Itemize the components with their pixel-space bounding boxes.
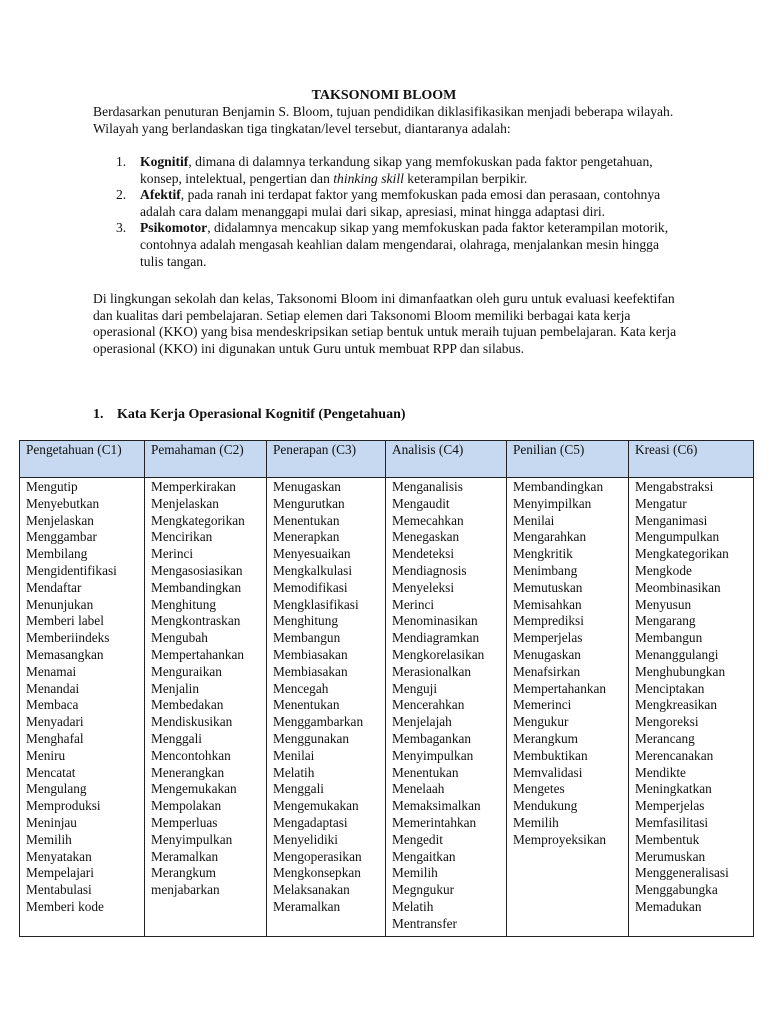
list-item-kognitif <box>93 154 683 187</box>
verb-item: Menilai <box>513 512 555 528</box>
verb-item: Mengarang <box>635 613 696 629</box>
verb-item: Mencontohkan <box>151 747 231 763</box>
intro-paragraph: Berdasarkan penuturan Benjamin S. Bloom, tujuan pendidikan diklasifikasikan menjadi beberapa wilayah. Wilayah yang berlandaskan tiga tingkatan/level tersebut, diantaranya adalah: <box>93 104 674 136</box>
verb-item: Mempertahankan <box>513 680 607 696</box>
verb-item: Memperkirakan <box>151 479 236 494</box>
verb-item: Mengutip <box>26 479 78 494</box>
verb-item: Memproyeksikan <box>513 831 607 847</box>
verb-item: Meninjau <box>26 814 77 830</box>
verb-item: Merinci <box>392 596 435 612</box>
verb-item: Menanggulangi <box>635 646 719 662</box>
verb-item: Megngukur <box>392 882 455 898</box>
column-c3 <box>267 478 386 937</box>
column-c1 <box>20 478 145 937</box>
verb-item: Memerinci <box>513 697 572 713</box>
verb-item: Memperjelas <box>513 630 583 646</box>
verb-item: Memberiindeks <box>26 630 110 646</box>
verb-item: Membedakan <box>151 697 224 713</box>
verb-item: Membuktikan <box>513 747 588 763</box>
verb-item: Mengasosiasikan <box>151 562 243 578</box>
verb-list-c1 <box>26 479 140 916</box>
verb-item: Memperluas <box>151 814 218 830</box>
section-title: Kata Kerja Operasional Kognitif (Pengetahuan) <box>117 407 406 422</box>
verb-item: Memodifikasi <box>273 579 348 595</box>
header-pemahaman: Pemahaman (C2) <box>145 441 267 478</box>
verb-item: Mengkritik <box>513 546 573 562</box>
header-analisis: Analisis (C4) <box>386 441 507 478</box>
list-number: 1. <box>116 154 127 169</box>
column-c2 <box>145 478 267 937</box>
verb-item: Mengoreksi <box>635 714 699 730</box>
verb-item: Membentuk <box>635 831 700 847</box>
verb-item: Mendiagramkan <box>392 630 480 646</box>
verb-item: Memvalidasi <box>513 764 583 780</box>
table-row <box>20 478 754 937</box>
verb-item: Menganalisis <box>392 479 463 494</box>
verb-item: Mengklasifikasi <box>273 596 359 612</box>
verb-item: Menguraikan <box>151 663 222 679</box>
verb-item: Menentukan <box>273 697 340 713</box>
verb-item: Mengkode <box>635 562 692 578</box>
verb-item: Menggali <box>273 781 324 797</box>
verb-item: Mengidentifikasi <box>26 562 117 578</box>
verb-item: Menggambarkan <box>273 714 364 730</box>
verb-item: Mencatat <box>26 764 76 780</box>
list-text: keterampilan berpikir. <box>403 170 528 186</box>
verb-item: Merumuskan <box>635 848 706 864</box>
verb-item: Membiasakan <box>273 646 348 662</box>
verb-list-c6 <box>635 479 749 916</box>
list-text: , dimana di dalamnya terkandung sikap yang memfokuskan pada faktor pengetahuan, konsep, intelektual, pengertian dan <box>140 154 653 186</box>
list-item-afektif <box>93 187 683 220</box>
verb-item: Mentabulasi <box>26 882 92 898</box>
verb-item: Menugaskan <box>513 646 581 662</box>
column-c4 <box>386 478 507 937</box>
verb-item: Merencanakan <box>635 747 714 763</box>
verb-item: Menyelidiki <box>273 831 338 847</box>
verb-item: Menugaskan <box>273 479 341 494</box>
verb-item: Mempolakan <box>151 798 222 814</box>
verb-item: Memasangkan <box>26 646 104 662</box>
verb-item: Mengaudit <box>392 495 450 511</box>
verb-item: Membandingkan <box>151 579 242 595</box>
section-number: 1. <box>93 407 104 422</box>
verb-item: Memilih <box>513 814 559 830</box>
verb-item: Mengadaptasi <box>273 814 348 830</box>
verb-item: Menamai <box>26 663 77 679</box>
verb-item: Merasionalkan <box>392 663 472 679</box>
verb-item: Membangun <box>635 630 703 646</box>
verb-item: Melatih <box>273 764 315 780</box>
verb-item: Menafsirkan <box>513 663 581 679</box>
list-number: 3. <box>116 220 127 236</box>
verb-item: Mengkonsepkan <box>273 865 361 881</box>
verb-item: Menerapkan <box>273 529 340 545</box>
verb-item: Menimbang <box>513 562 578 578</box>
verb-item: Mempertahankan <box>151 646 245 662</box>
verb-item: Menandai <box>26 680 80 696</box>
verb-item: Menciptakan <box>635 680 705 696</box>
verb-item: Mengumpulkan <box>635 529 720 545</box>
verb-item: Menentukan <box>392 764 459 780</box>
verb-item: Menjalin <box>151 680 200 696</box>
list-text: , didalamnya mencakup sikap yang memfokuskan pada faktor keterampilan motorik, contohnya adalah mengasah keahlian dalam mengendarai, olahraga, menjalankan mesin hingga tulis tangan. <box>140 220 669 269</box>
verb-item: Mengkalkulasi <box>273 562 353 578</box>
verb-item: Meramalkan <box>151 848 219 864</box>
verb-item: Menerangkan <box>151 764 225 780</box>
verb-item: Membangun <box>273 630 341 646</box>
document-title: TAKSONOMI BLOOM <box>311 88 457 103</box>
verb-item: Membaca <box>26 697 79 713</box>
verb-item: Mencegah <box>273 680 329 696</box>
verb-item: Memprediksi <box>513 613 584 629</box>
verb-item: Mengukur <box>513 714 569 730</box>
header-kreasi: Kreasi (C6) <box>629 441 754 478</box>
verb-item: Mendeteksi <box>392 546 455 562</box>
section-heading <box>93 406 406 423</box>
verb-item: Merangkum <box>151 865 216 881</box>
column-c5 <box>507 478 629 937</box>
verb-item: Melaksanakan <box>273 882 350 898</box>
verb-item: Menganimasi <box>635 512 708 528</box>
verb-item: Menghitung <box>151 596 217 612</box>
verb-item: Merinci <box>151 546 194 562</box>
verb-list-c3 <box>273 479 381 916</box>
verb-list-c5 <box>513 479 624 849</box>
verb-item: Menggambar <box>26 529 97 545</box>
verb-item: Mendaftar <box>26 579 82 595</box>
verb-item: Mengaitkan <box>392 848 456 864</box>
verb-item: Mengarahkan <box>513 529 587 545</box>
verb-item: Mengurutkan <box>273 495 345 511</box>
second-paragraph: Di lingkungan sekolah dan kelas, Taksonomi Bloom ini dimanfaatkan oleh guru untuk evaluasi keefektifan dan kualitas dari pembelajaran. Setiap elemen dari Taksonomi Bloom memiliki berbagai kata kerja operasional (KKO) yang bisa mendeskripsikan setiap bentuk untuk meraih tujuan pembelajaran. Kata kerja operasional (KKO) ini digunakan untuk Guru untuk membuat RPP dan silabus. <box>93 291 677 356</box>
list-term: Kognitif <box>140 154 189 169</box>
column-c6 <box>629 478 754 937</box>
verb-item: Menyebutkan <box>26 495 100 511</box>
verb-item: Mencerahkan <box>392 697 465 713</box>
verb-item: Memutuskan <box>513 579 583 595</box>
verb-item: Menghafal <box>26 730 84 746</box>
verb-item: Merancang <box>635 730 695 746</box>
kko-table <box>19 440 754 937</box>
verb-item: Mengubah <box>151 630 208 646</box>
verb-item: Menegaskan <box>392 529 460 545</box>
verb-item: Mengulang <box>26 781 87 797</box>
verb-item: Meniru <box>26 747 66 763</box>
verb-item: Meramalkan <box>273 898 341 914</box>
verb-item: Menggunakan <box>273 730 350 746</box>
verb-item: Memfasilitasi <box>635 814 709 830</box>
verb-item: Memaksimalkan <box>392 798 481 814</box>
verb-item: Mengkreasikan <box>635 697 717 713</box>
verb-item: Menyimpilkan <box>513 495 592 511</box>
verb-item: Memberi kode <box>26 898 104 914</box>
verb-item: Memberi label <box>26 613 104 629</box>
verb-item: Meombinasikan <box>635 579 721 595</box>
verb-item: Menelaah <box>392 781 445 797</box>
verb-item: Menghitung <box>273 613 339 629</box>
verb-item: Menentukan <box>273 512 340 528</box>
verb-item: Membagankan <box>392 730 472 746</box>
verb-item: Mengetes <box>513 781 565 797</box>
verb-item: Memecahkan <box>392 512 464 528</box>
verb-item: Melatih <box>392 898 434 914</box>
verb-item: Menyatakan <box>26 848 92 864</box>
verb-item: Mengatur <box>635 495 687 511</box>
verb-item: Menjelajah <box>392 714 452 730</box>
verb-item: Menominasikan <box>392 613 478 629</box>
verb-item: Mendukung <box>513 798 578 814</box>
verb-item: Menjelaskan <box>26 512 94 528</box>
verb-item: Mengemukakan <box>151 781 237 797</box>
list-text: , pada ranah ini terdapat faktor yang memfokuskan pada emosi dan perasaan, contohnya adalah cara dalam menanggapi mulai dari sikap, apresiasi, minat hingga adaptasi diri. <box>140 187 661 219</box>
verb-item: Mengkontraskan <box>151 613 241 629</box>
verb-item: Menggali <box>151 730 202 746</box>
verb-item: Meningkatkan <box>635 781 712 797</box>
verb-item: Menunjukan <box>26 596 94 612</box>
verb-item: Memperjelas <box>635 798 705 814</box>
verb-item: Menyesuaikan <box>273 546 351 562</box>
verb-item: Mengkategorikan <box>151 512 245 528</box>
verb-item: Mengkorelasikan <box>392 646 485 662</box>
verb-list-c4 <box>392 479 502 933</box>
header-penerapan: Penerapan (C3) <box>267 441 386 478</box>
verb-item: Mengemukakan <box>273 798 359 814</box>
verb-item: Memadukan <box>635 898 702 914</box>
verb-item: Menilai <box>273 747 315 763</box>
header-penilian: Penilian (C5) <box>507 441 629 478</box>
verb-item: Menggabungka <box>635 882 718 898</box>
list-item-psikomotor <box>93 220 683 270</box>
verb-item: Mentransfer <box>392 915 457 931</box>
verb-item: Mengedit <box>392 831 443 847</box>
verb-item: Mendiskusikan <box>151 714 233 730</box>
verb-list-c2 <box>151 479 262 899</box>
list-term: Psikomotor <box>140 220 208 236</box>
verb-item: Memisahkan <box>513 596 582 612</box>
verb-item: menjabarkan <box>151 882 220 898</box>
verb-item: Membiasakan <box>273 663 348 679</box>
verb-item: Memerintahkan <box>392 814 477 830</box>
verb-item: Menggeneralisasi <box>635 865 729 881</box>
verb-item: Mendikte <box>635 764 686 780</box>
verb-item: Mempelajari <box>26 865 94 881</box>
verb-item: Memilih <box>26 831 72 847</box>
verb-item: Mengabstraksi <box>635 479 714 494</box>
verb-item: Menyadari <box>26 714 84 730</box>
verb-item: Mencirikan <box>151 529 213 545</box>
verb-item: Menguji <box>392 680 438 696</box>
verb-item: Menghubungkan <box>635 663 726 679</box>
verb-item: Menjelaskan <box>151 495 219 511</box>
verb-item: Menyeleksi <box>392 579 455 595</box>
table-header-row <box>20 441 754 478</box>
header-pengetahuan: Pengetahuan (C1) <box>20 441 145 478</box>
domain-list <box>93 154 683 270</box>
verb-item: Menyimpulkan <box>392 747 474 763</box>
verb-item: Menyusun <box>635 596 692 612</box>
verb-item: Memproduksi <box>26 798 101 814</box>
list-term: Afektif <box>140 187 181 203</box>
verb-item: Membandingkan <box>513 479 604 494</box>
verb-item: Mendiagnosis <box>392 562 467 578</box>
verb-item: Membilang <box>26 546 88 562</box>
verb-item: Merangkum <box>513 730 578 746</box>
verb-item: Mengkategorikan <box>635 546 729 562</box>
verb-item: Memilih <box>392 865 438 881</box>
verb-item: Menyimpulkan <box>151 831 233 847</box>
list-number: 2. <box>116 187 127 203</box>
verb-item: Mengoperasikan <box>273 848 362 864</box>
list-italic-text: thinking skill <box>333 170 404 186</box>
